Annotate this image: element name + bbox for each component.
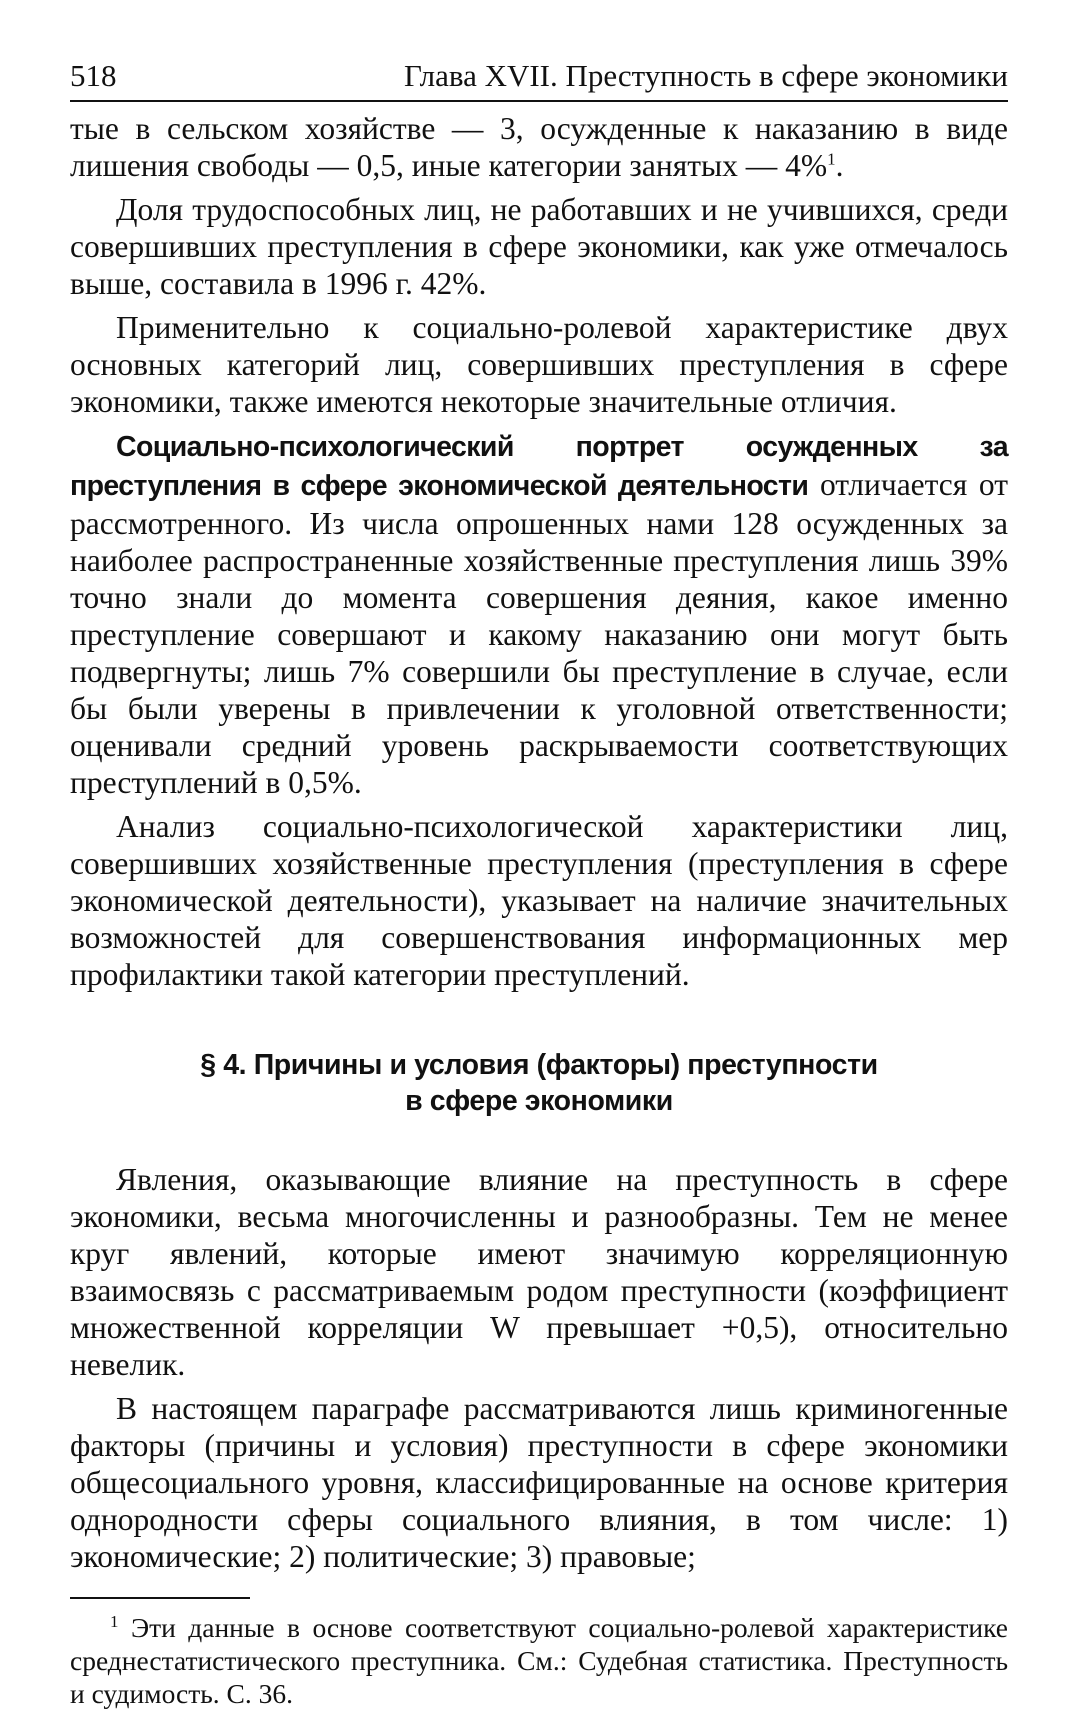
paragraph-text: тые в сельском хозяйстве — 3, осужденные к наказанию в виде лишения свободы — 0,5, иные категории занятых — 4% xyxy=(70,111,1008,183)
bold-lead-in: Социально-психологический портрет осужденных за преступления в сфере экономической деятельности xyxy=(70,431,1008,502)
running-head xyxy=(70,56,1008,102)
paragraph: Анализ социально-психологической характеристики лиц, совершивших хозяйственные преступления (преступления в сфере экономической деятельности), указывает на наличие значительных возможностей для совершенствования информационных мер профилактики такой категории преступлений. xyxy=(70,809,1008,992)
section-text xyxy=(70,1161,1008,1575)
footnote-text: Эти данные в основе соответствуют социально-ролевой характеристике среднестатистического преступника. См.: Судебная статистика. Преступность и судимость. С. 36. xyxy=(70,1612,1008,1709)
paragraph: Явления, оказывающие влияние на преступность в сфере экономики, весьма многочисленны и разнообразны. Тем не менее круг явлений, которые имеют значимую корреляционную взаимосвязь с рассматриваемым родом преступности (коэффициент множественной корреляции W превышает +0,5), относительно невелик. xyxy=(70,1162,1008,1382)
section-heading xyxy=(70,1047,1008,1119)
paragraph-portrait xyxy=(70,427,1008,801)
paragraph-continuation xyxy=(70,110,1008,184)
paragraph-text: отличается от рассмотренного. Из числа опрошенных нами 128 осужденных за наиболее распространенные хозяйственные преступления лишь 39% точно знали до момента совершения деяния, какое именно преступление совершают и какому наказанию они могут быть подвергнуты; лишь 7% совершили бы преступление в случае, если бы были уверены в привлечении к уголовной ответственности; оценивали средний уровень раскрываемости соответствующих преступлений в 0,5%. xyxy=(70,467,1009,800)
footnote xyxy=(70,1611,1008,1710)
paragraph: В настоящем параграфе рассматриваются лишь криминогенные факторы (причины и условия) преступности в сфере экономики общесоциального уровня, классифицированные на основе критерия однородности сферы социального влияния, в том числе: 1) экономические; 2) политические; 3) правовые; xyxy=(70,1391,1008,1574)
page-number: 518 xyxy=(70,58,117,93)
main-text xyxy=(70,110,1008,993)
chapter-title: Глава XVII. Преступность в сфере экономики xyxy=(404,58,1008,93)
paragraph: Применительно к социально-ролевой характеристике двух основных категорий лиц, совершивших преступления в сфере экономики, также имеются некоторые значительные отличия. xyxy=(70,310,1008,419)
footnote-separator xyxy=(70,1597,250,1599)
footnote-mark: 1 xyxy=(110,1611,119,1631)
paragraph: Доля трудоспособных лиц, не работавших и не учившихся, среди совершивших преступления в сфере экономики, как уже отмечалось выше, составила в 1996 г. 42%. xyxy=(70,192,1008,301)
section-heading-line: в сфере экономики xyxy=(405,1085,673,1117)
paragraph-end: . xyxy=(835,148,844,183)
section-heading-line: § 4. Причины и условия (факторы) преступности xyxy=(200,1049,878,1081)
footnote-reference: 1 xyxy=(827,149,836,169)
book-page xyxy=(70,56,1008,1710)
